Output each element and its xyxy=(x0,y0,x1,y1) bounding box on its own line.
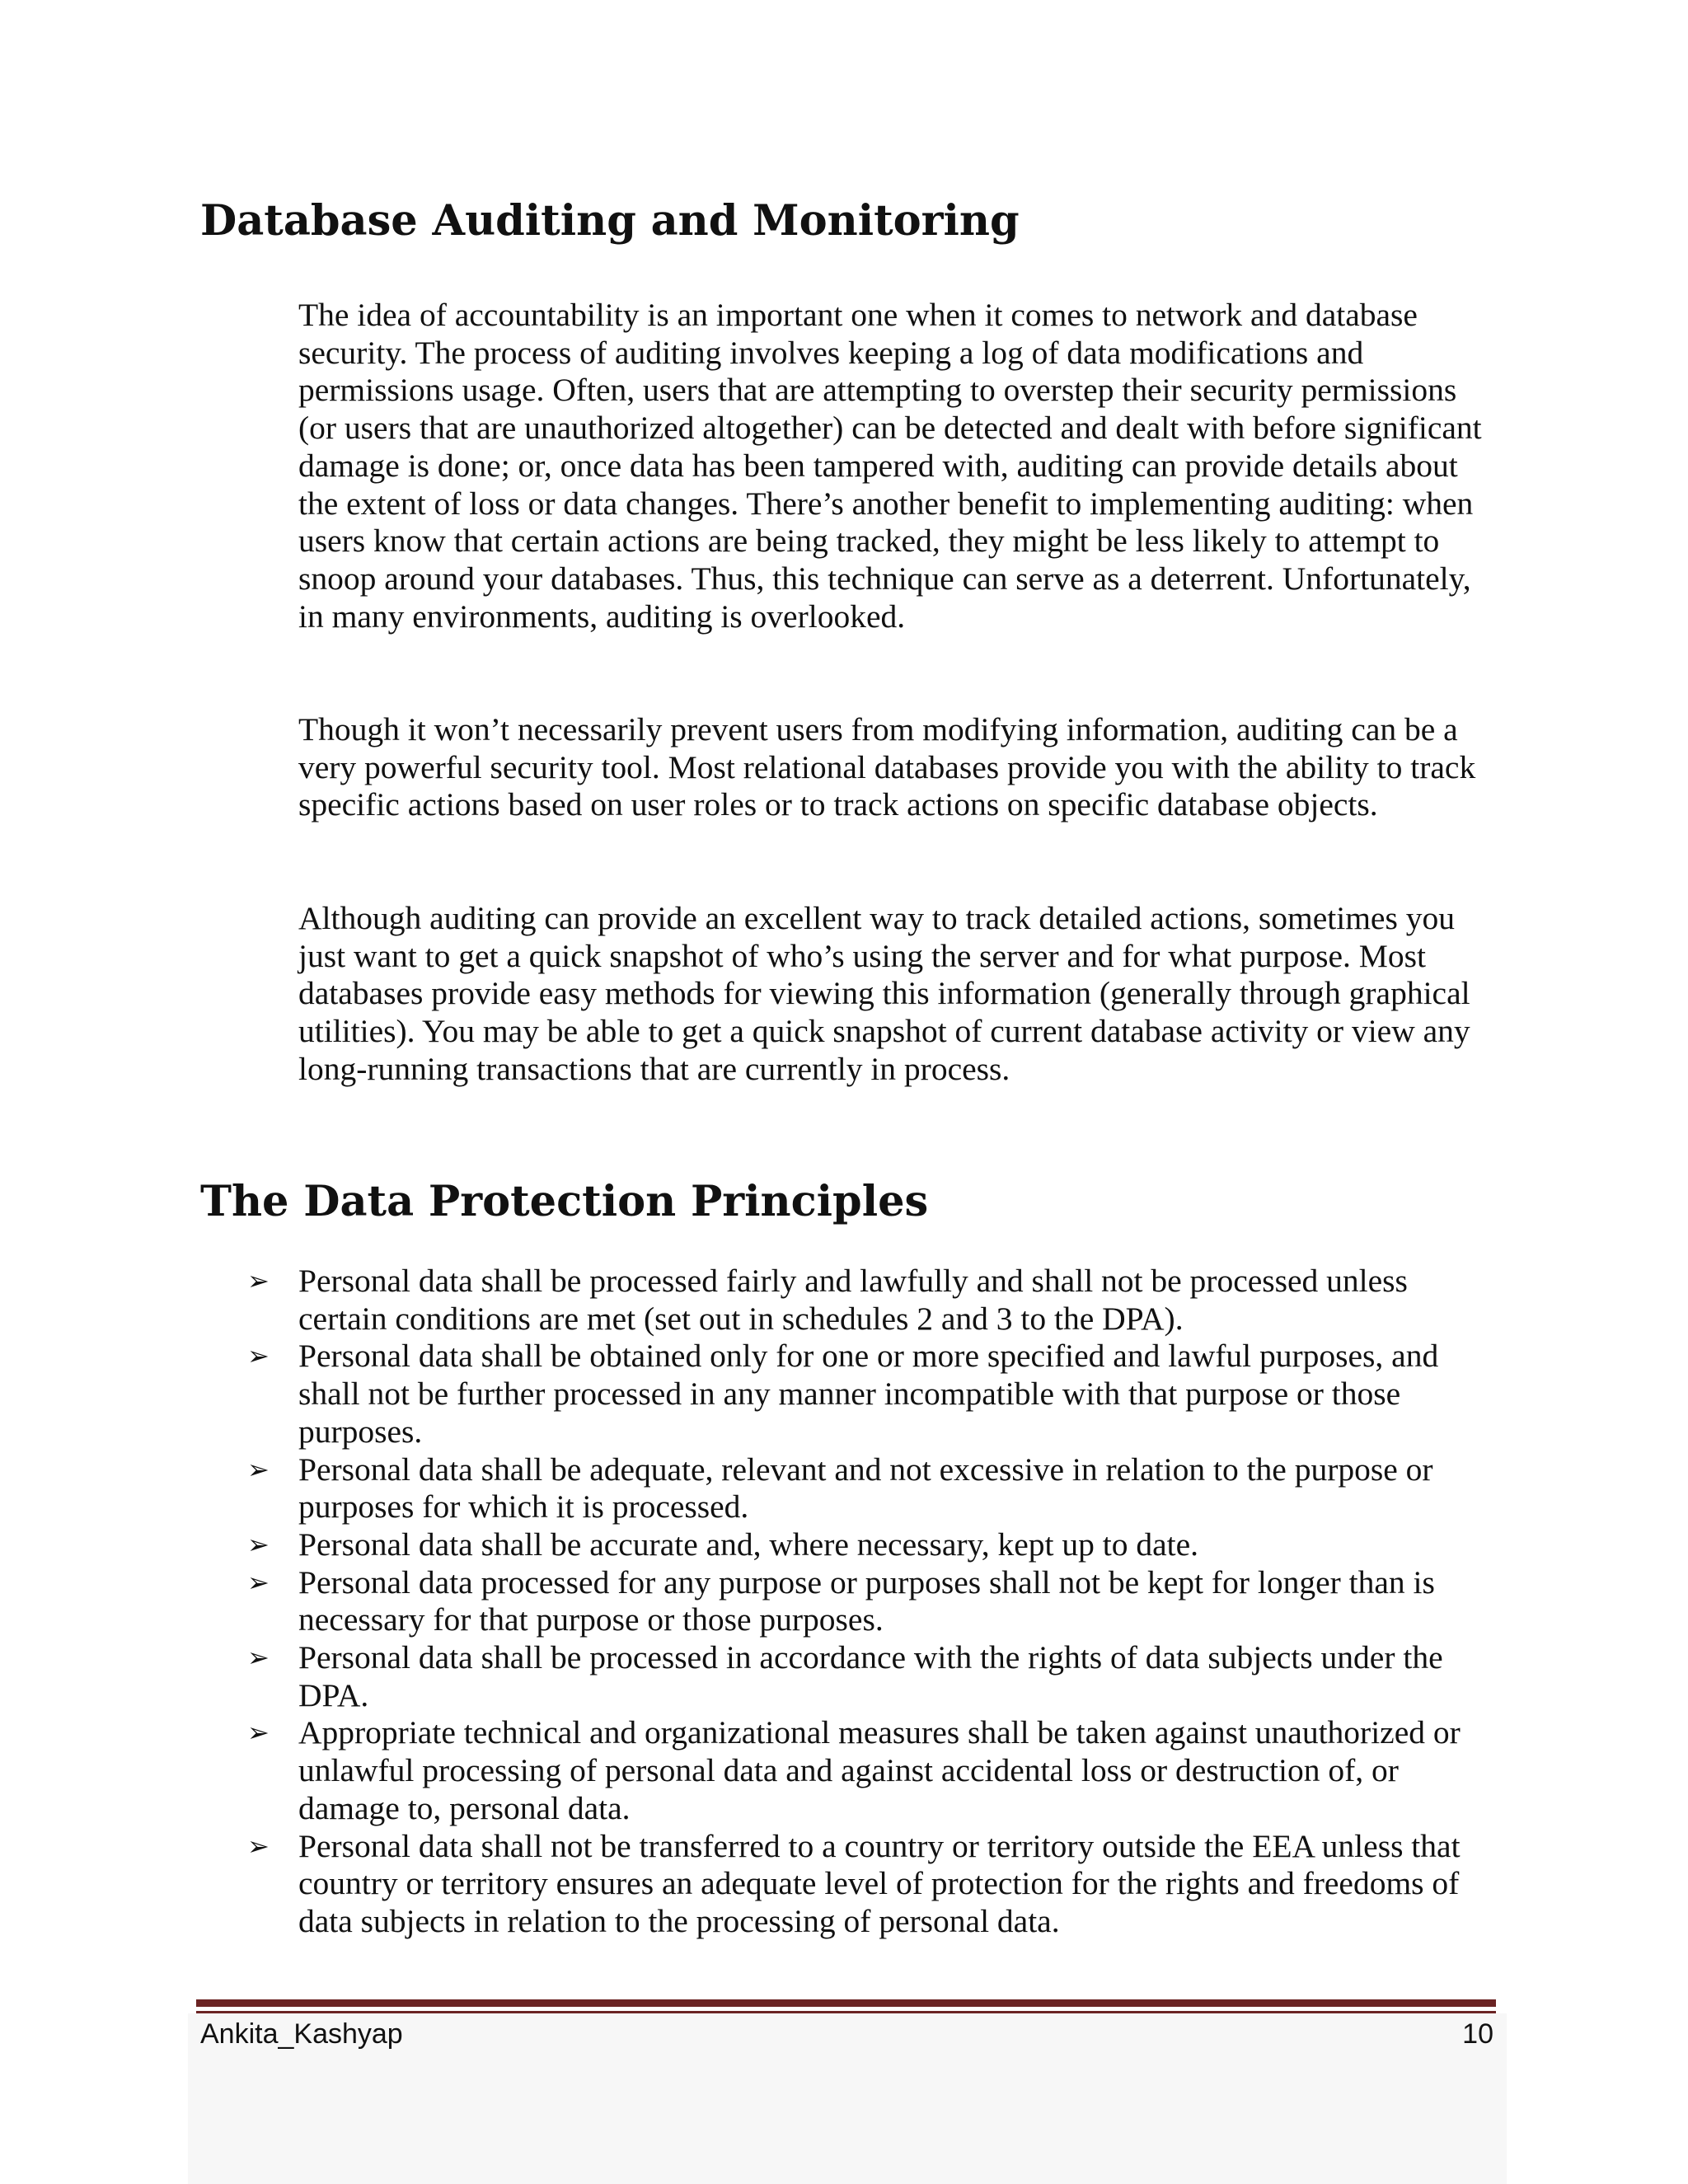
paragraph-auditing-tool: Though it won’t necessarily prevent users from modifying information, auditing can be a very powerful security tool. Most relational databases provide you with the ability to track specific actions based on user roles or to track actions on specific database objects. xyxy=(298,711,1476,823)
paragraph-accountability: The idea of accountability is an important one when it comes to network and database security. The process of auditing involves keeping a log of data modifications and permissions usage. Often, users that are attempting to overstep their security permissions (or users that are unauthorized altogether) can be detected and dealt with before significant damage is done; or, once data has been tampered with, auditing can provide details about the extent of loss or data changes. There’s another benefit to implementing auditing: when users know that certain actions are being tracked, they might be less likely to attempt to snoop around your databases. Thus, this technique can serve as a deterrent. Unfortunately, in many environments, auditing is overlooked. xyxy=(298,297,1482,635)
principle-item xyxy=(247,1827,1493,1941)
arrow-bullet-icon: ➢ xyxy=(247,1566,270,1598)
footer-author: Ankita_Kashyap xyxy=(200,2018,403,2050)
section-heading-auditing: Database Auditing and Monitoring xyxy=(200,196,1020,246)
principle-item xyxy=(247,1451,1493,1526)
principle-text: Personal data shall be obtained only for one or more specified and lawful purposes, and shall not be further processed in any manner incompatible with that purpose or those purposes. xyxy=(298,1338,1439,1450)
principles-list xyxy=(247,1263,1493,1941)
principle-item xyxy=(247,1263,1493,1338)
principle-text: Personal data shall be adequate, relevant and not excessive in relation to the purpose or purposes for which it is processed. xyxy=(298,1451,1433,1526)
arrow-bullet-icon: ➢ xyxy=(247,1453,270,1485)
arrow-bullet-icon: ➢ xyxy=(247,1642,270,1674)
principle-item xyxy=(247,1338,1493,1451)
arrow-bullet-icon: ➢ xyxy=(247,1528,270,1560)
principle-item xyxy=(247,1639,1493,1714)
principle-item xyxy=(247,1714,1493,1827)
section-heading-principles: The Data Protection Principles xyxy=(200,1177,929,1226)
principle-text: Personal data shall not be transferred to a country or territory outside the EEA unless that country or territory ensures an adequate level of protection for the rights and freedoms of data subjects in relation to the processing of personal data. xyxy=(298,1827,1461,1939)
arrow-bullet-icon: ➢ xyxy=(247,1340,270,1372)
principle-text: Personal data shall be processed in accordance with the rights of data subjects under the DPA. xyxy=(298,1639,1443,1713)
principle-text: Personal data shall be processed fairly and lawfully and shall not be processed unless certain conditions are met (set out in schedules 2 and 3 to the DPA). xyxy=(298,1263,1408,1337)
principle-text: Personal data shall be accurate and, where necessary, kept up to date. xyxy=(298,1526,1198,1563)
arrow-bullet-icon: ➢ xyxy=(247,1830,270,1862)
footer-divider xyxy=(196,1999,1496,2007)
arrow-bullet-icon: ➢ xyxy=(247,1265,270,1296)
paragraph-snapshot: Although auditing can provide an excellent way to track detailed actions, sometimes you just want to get a quick snapshot of who’s using the server and for what purpose. Most databases provide easy methods for viewing this information (generally through graphical utilities). You may be able to get a quick snapshot of current database activity or view any long-running transactions that are currently in process. xyxy=(298,900,1470,1087)
principle-text: Personal data processed for any purpose or purposes shall not be kept for longer than is necessary for that purpose or those purposes. xyxy=(298,1563,1435,1638)
footer-divider-thin xyxy=(196,2011,1496,2013)
principle-item xyxy=(247,1526,1493,1564)
principle-item xyxy=(247,1563,1493,1639)
arrow-bullet-icon: ➢ xyxy=(247,1717,270,1749)
page-number: 10 xyxy=(1462,2018,1493,2050)
principle-text: Appropriate technical and organizational measures shall be taken against unauthorized or unlawful processing of personal data and against accidental loss or destruction of, or damage to, personal data. xyxy=(298,1714,1461,1826)
